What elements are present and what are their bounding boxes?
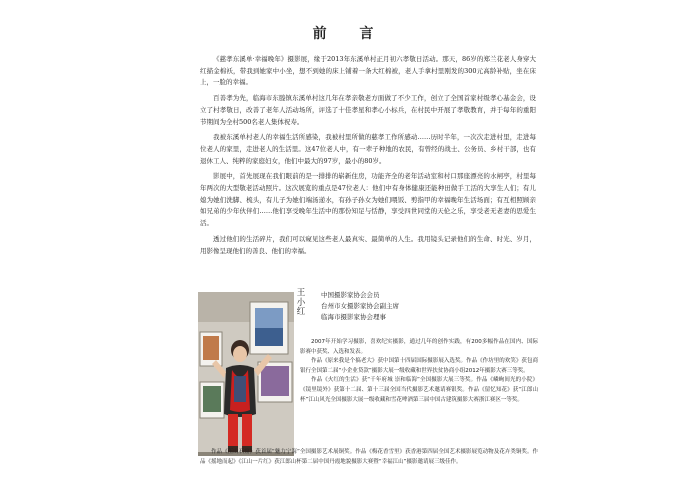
bio-paragraph: 2007年开始学习摄影，喜欢纪实摄影，通过几年的创作实践，有200多幅作品在国内、国际影赛中获奖、入选和发表。 bbox=[300, 339, 538, 355]
author-name: 王小红 bbox=[296, 288, 306, 317]
preface-paragraph: 透过他们的生活碎片，我们可以窥见这些老人最真实、最简单的人生。我用镜头记录他们的生命、时光、岁月，用影像呈现他们的善良、他们的幸福。 bbox=[200, 234, 536, 255]
page-title: 前 言 bbox=[312, 26, 388, 42]
author-role: 中国摄影家协会会员 bbox=[321, 291, 380, 299]
author-role: 临海市摄影家协会理事 bbox=[321, 313, 386, 321]
preface-paragraph: 影展中，首先展现在我们眼前的是一排排的崭新住房，功能齐全的老年活动室和村口那座漂亮的水闸亭，村里每年两次的大型敬老活动照片。这次展览的重点是47位老人：他们中有身体健康还能种田做手工活的大享生人们；有儿媳为她们洗脚、梳头，有儿子为她们端汤递水，有孙子孙女为她们喂饭、剪指甲的幸福晚年生活场面；有互相照顾亲如兄弟的少年伙伴们……他们享受晚年生活中的那份知足与恬静，享受四世同堂的天伦之乐，享受老无老妻的思爱生活。 bbox=[200, 172, 536, 228]
bio-paragraph: 作品《伍山石窟》获首届“魅力宁海”全国摄影艺术展铜奖。作品《梅花香雪里》获香港第四届全国艺术摄影展览动物及花卉类铜奖。作品《摇地而起》《江山一片红》获江郎山杯第二届中国丹霞地貌摄影大赛暨“幸福江山”摄影邀请展三级佳作。 bbox=[200, 449, 538, 465]
preface-paragraph: 《慈孝东溪单·幸福晚年》摄影展，缘于2013年东溪单村正月初六孝敬日活动。那天，86岁的郑兰花老人身穿大红描金棉袄，带我到她家中小坐，想不到她的床上铺着一条大红棉被，老人手拿村里刚发的300元高龄补贴，坐在床上，一脸的幸福。 bbox=[200, 55, 536, 87]
author-bio-continued bbox=[200, 448, 538, 467]
author-role: 台州市女摄影家协会副主席 bbox=[321, 302, 399, 310]
author-roles bbox=[321, 290, 501, 323]
preface-body bbox=[200, 54, 536, 261]
author-photo bbox=[198, 292, 294, 456]
bio-paragraph: 作品《原来我是个搞老大》获中国第十四届国际摄影展入选奖。作品《作坊里的欢笑》获包商银行全国第二届“小企业贷款”摄影大展一级收藏和世界扶贫协商小组2012年摄影大赛三等奖。 bbox=[300, 358, 538, 374]
preface-paragraph: 百善孝为先，临海市东塍镇东溪单村这几年在孝亲敬老方面做了不少工作，创立了全国首家村级孝心基金会，设立了村孝敬日，改善了老年人活动场所，评选了十佳孝星和孝心小标兵，在村民中开展了孝敬教育，并于每年的重阳节期间为全村500名老人集体祝寿。 bbox=[200, 94, 536, 126]
author-bio bbox=[300, 338, 538, 405]
preface-paragraph: 我被东溪单村老人的幸福生活所感染，我被村里所做的慈孝工作所感动……历时半年，一次次走进村里，走进每位老人的家里，走进老人的生活里。这47位老人中，有一辈子种地的农民，有曾经的战士、公务员、乡村干部，也有退休工人、纯粹的家庭妇女，他们中最大的97岁，最小的80岁。 bbox=[200, 133, 536, 165]
bio-paragraph: 作品《火红的生活》获“千年府城 崇和临海”全国摄影大展三等奖。作品《嶙峋间光的小院》《镜里镜外》获第十二届、第十三届全国当代摄影艺术邀请赛银奖。作品《留忆知花》获“江郎山杯”江山风光全国摄影大展一级收藏和雪花啤酒第三届中国古建筑摄影大赛浙江赛区一等奖。 bbox=[300, 377, 538, 403]
